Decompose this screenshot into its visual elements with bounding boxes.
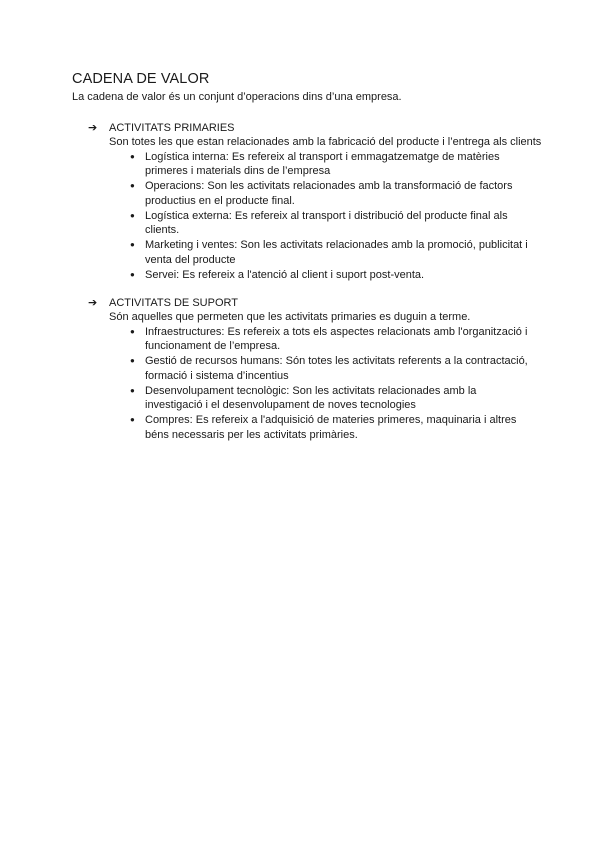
section-heading-label: ACTIVITATS PRIMARIES: [109, 122, 235, 134]
bullet-icon: ●: [130, 385, 135, 395]
bullet-icon: ●: [130, 269, 135, 279]
bullet-icon: ●: [130, 326, 135, 336]
list-item: [130, 150, 542, 179]
bullet-icon: ●: [130, 415, 135, 424]
bullet-icon: ●: [130, 240, 135, 249]
list-item-text: Operacions: Son les activitats relacionades amb la transformació de factors productius en el producte final.: [145, 180, 513, 207]
list-item: [130, 209, 542, 238]
intro-paragraph: La cadena de valor és un conjunt d’operacions dins d’una empresa.: [72, 91, 402, 103]
arrow-right-icon: ➔: [88, 297, 98, 309]
bullet-icon: ●: [130, 151, 135, 161]
list-item: [130, 238, 542, 267]
arrow-right-icon: ➔: [88, 122, 98, 134]
list-item: [130, 354, 542, 383]
list-item-text: Logística interna: Es refereix al transport i emmagatzematge de matèries primeres i materials dins de l’empresa: [145, 150, 500, 177]
list-item-text: Gestió de recursos humans: Són totes les activitats referents a la contractació, formació i sistema d’incentius: [145, 355, 528, 382]
bullet-icon: ●: [130, 181, 135, 190]
list-item-text: Compres: Es refereix a l'adquisició de materies primeres, maquinaria i altres béns necessaris per les activitats primàries.: [145, 414, 517, 441]
section-heading: [72, 121, 542, 135]
bullet-icon: ●: [130, 210, 135, 220]
list-item: [130, 325, 542, 354]
section-description: Són aquelles que permeten que les activitats primaries es duguin a terme.: [109, 311, 471, 323]
section-heading-label: ACTIVITATS DE SUPORT: [109, 297, 238, 309]
list-item: [130, 384, 542, 413]
list-item-text: Infraestructures: Es refereix a tots els aspectes relacionats amb l'organització i funcionament de l’empresa.: [145, 325, 528, 352]
list-item-text: Servei: Es refereix a l'atenció al client i suport post-venta.: [145, 268, 425, 281]
list-item: [130, 179, 542, 208]
section-primary-activities: [72, 121, 542, 282]
page-title: CADENA DE VALOR: [72, 71, 210, 87]
bullet-list: [72, 150, 542, 283]
bullet-icon: ●: [130, 356, 135, 365]
list-item: [130, 413, 542, 442]
list-item: [130, 268, 542, 283]
bullet-list: [72, 325, 542, 443]
section-heading: [72, 296, 542, 310]
section-description: Son totes les que estan relacionades amb la fabricació del producte i l’entrega als clients: [109, 136, 542, 148]
list-item-text: Marketing i ventes: Son les activitats relacionades amb la promoció, publicitat i venta del producte: [145, 239, 528, 266]
section-support-activities: [72, 296, 542, 442]
list-item-text: Logística externa: Es refereix al transport i distribució del producte final als clients.: [145, 209, 508, 236]
list-item-text: Desenvolupament tecnològic: Son les activitats relacionades amb la investigació i el desenvolupament de noves tecnologies: [145, 384, 477, 411]
document-body: [72, 70, 542, 443]
